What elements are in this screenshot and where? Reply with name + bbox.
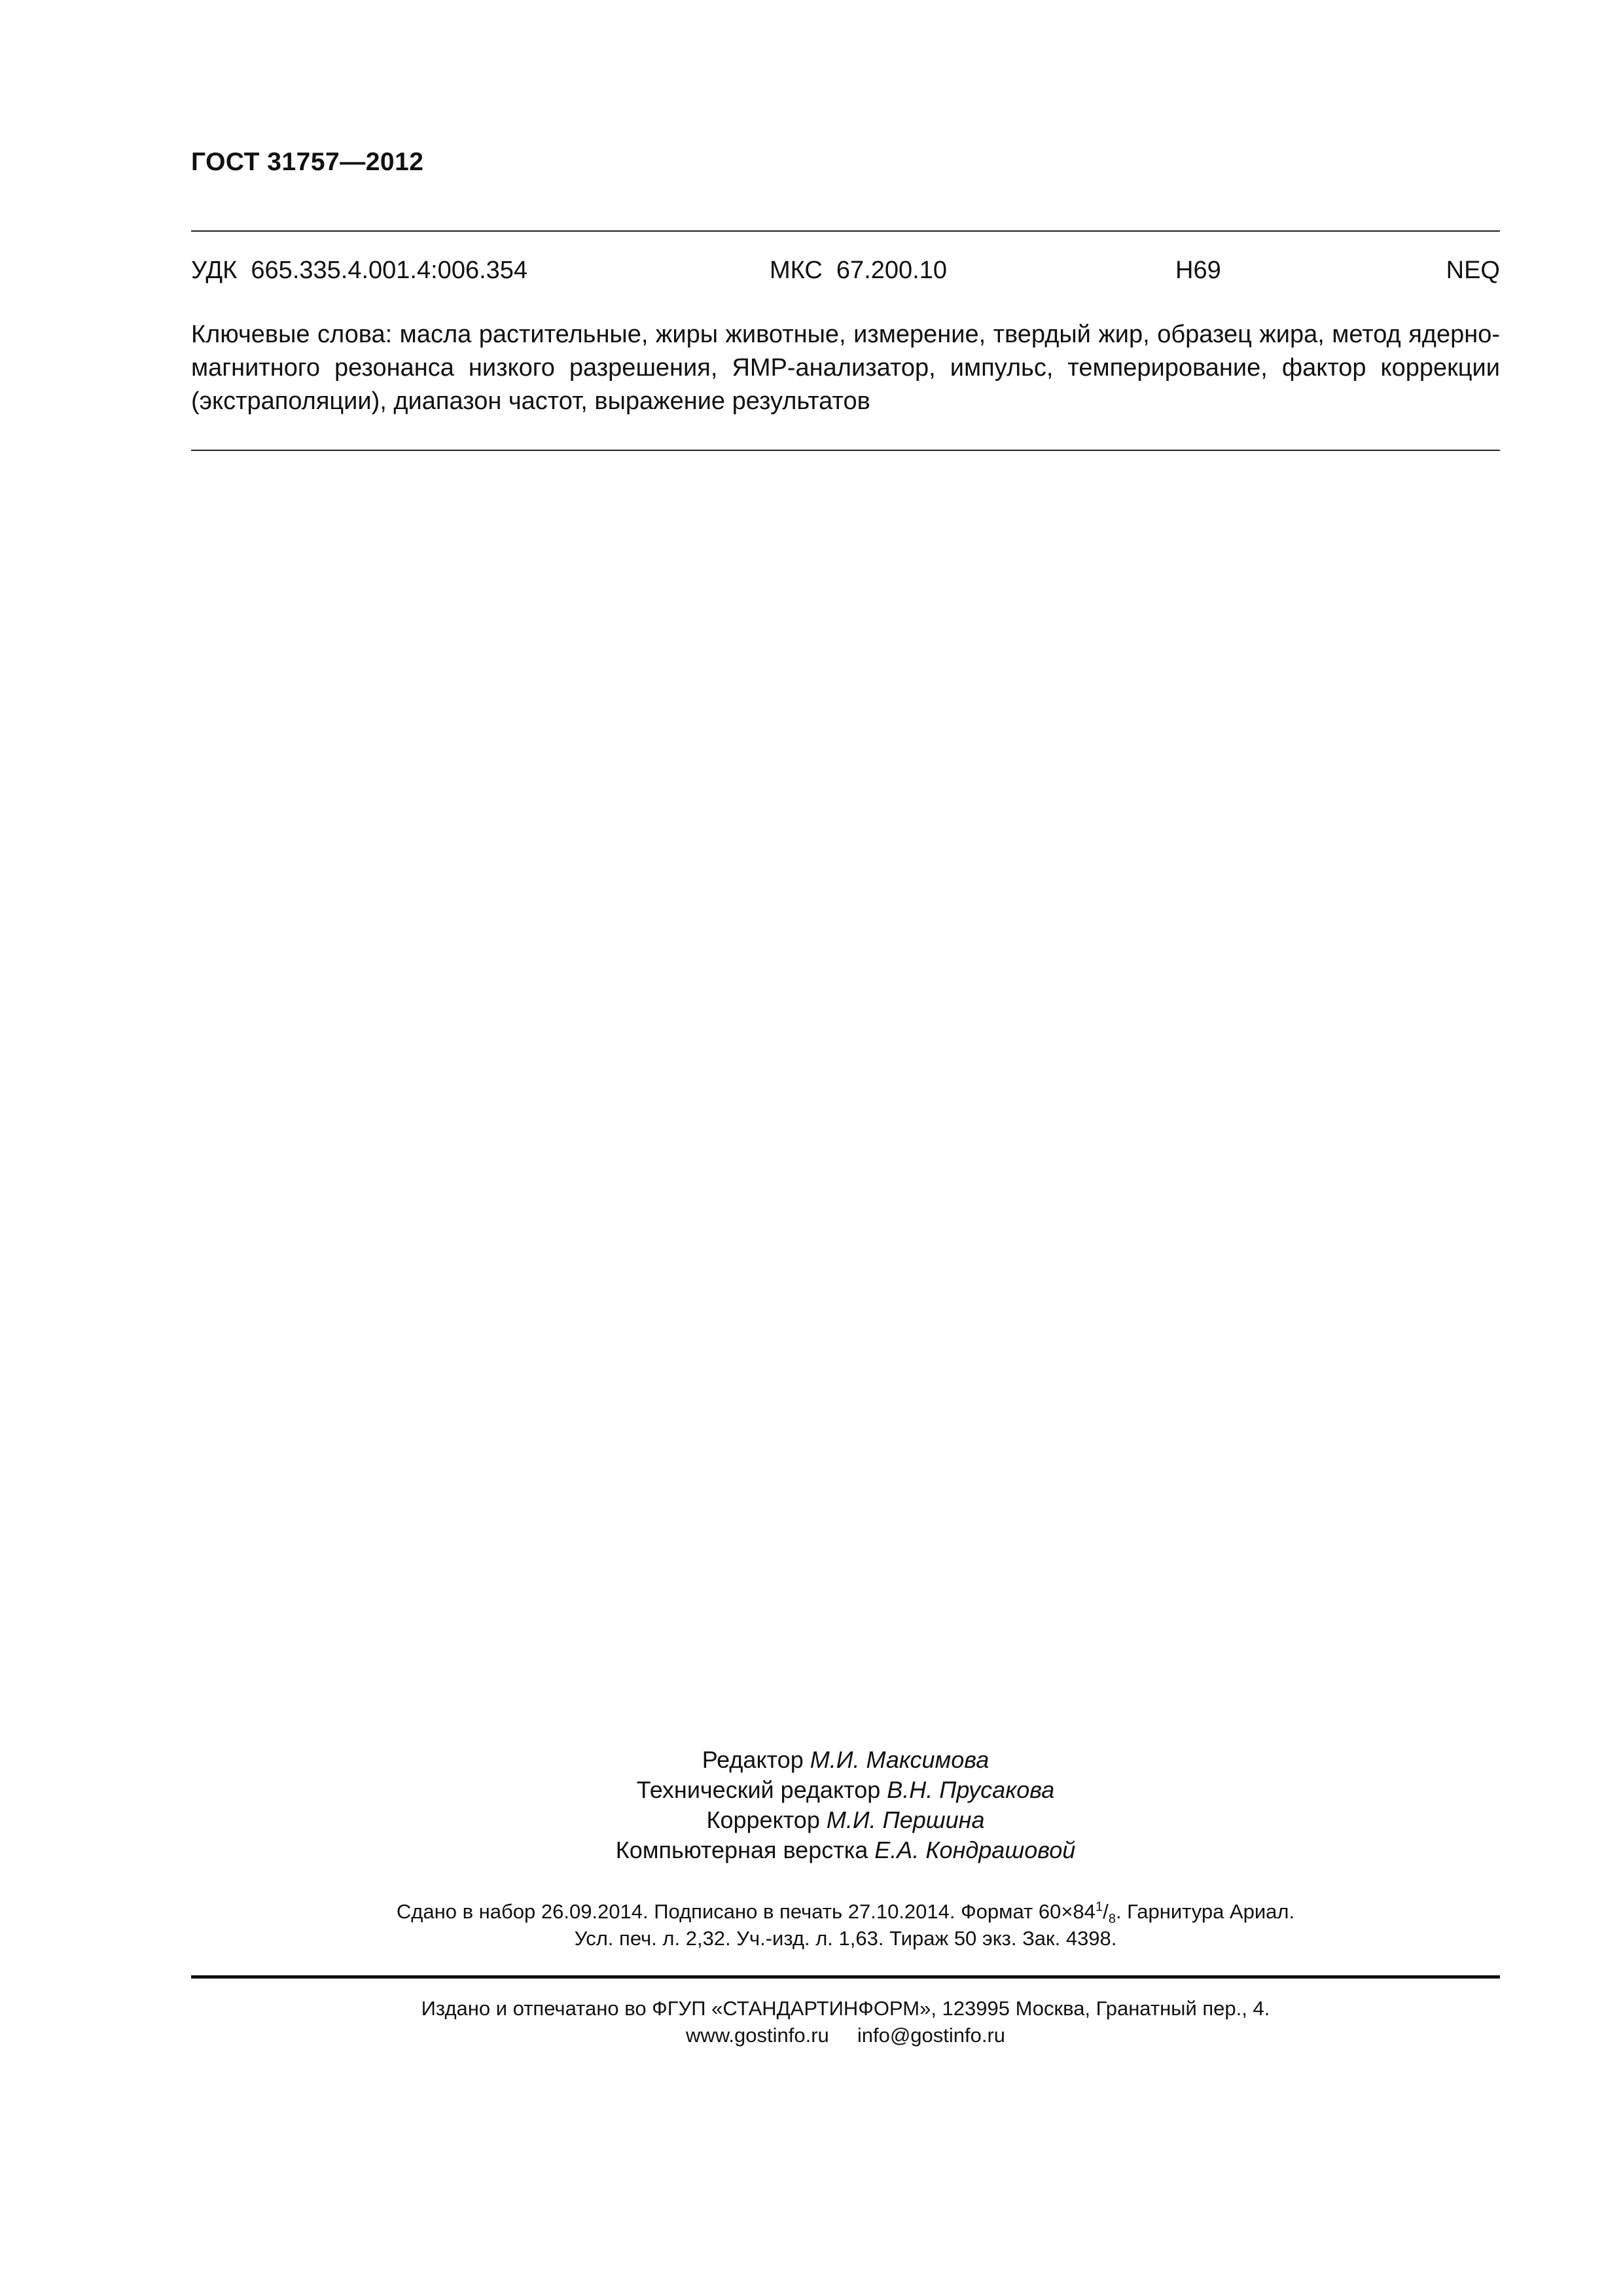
divider-top <box>191 230 1500 232</box>
credit-technical-editor: Технический редактор В.Н. Прусакова <box>636 1776 1055 1803</box>
classification-row <box>191 257 1500 289</box>
udk-code: УДК 665.335.4.001.4:006.354 <box>191 257 528 284</box>
mks-code: МКС 67.200.10 <box>770 257 947 284</box>
divider-middle <box>191 450 1500 451</box>
keywords-paragraph: Ключевые слова: масла растительные, жиры животные, измерение, твердый жир, образец жира, метод ядерно-магнитного резонанса низкого разрешения, ЯМР-анализатор, импульс, темперирование, фактор коррекции (экстраполяции), диапазон частот, выражение результатов <box>191 321 1500 415</box>
publisher-info <box>191 1995 1500 2049</box>
credit-proofreader: Корректор М.И. Першина <box>706 1806 985 1833</box>
print-info-line-2: Усл. печ. л. 2,32. Уч.-изд. л. 1,63. Тираж 50 экз. Зак. 4398. <box>574 1927 1117 1950</box>
divider-bottom <box>191 1975 1500 1979</box>
standard-code: ГОСТ 31757—2012 <box>191 148 424 176</box>
equivalence-code: NEQ <box>1446 257 1500 284</box>
print-info <box>191 1898 1500 1952</box>
category-code: Н69 <box>1175 257 1221 284</box>
credit-editor: Редактор М.И. Максимова <box>702 1746 990 1773</box>
publisher-contacts: www.gostinfo.ru info@gostinfo.ru <box>685 2024 1006 2047</box>
editorial-credits <box>191 1745 1500 1865</box>
print-info-line-1: Сдано в набор 26.09.2014. Подписано в печать 27.10.2014. Формат $60\times 84^1/_8$. Гарнитура Ариал. <box>396 1899 1295 1927</box>
publisher-address: Издано и отпечатано во ФГУП «СТАНДАРТИНФОРМ», 123995 Москва, Гранатный пер., 4. <box>421 1997 1270 2020</box>
credit-layout: Компьютерная верстка Е.А. Кондрашовой <box>615 1837 1076 1863</box>
